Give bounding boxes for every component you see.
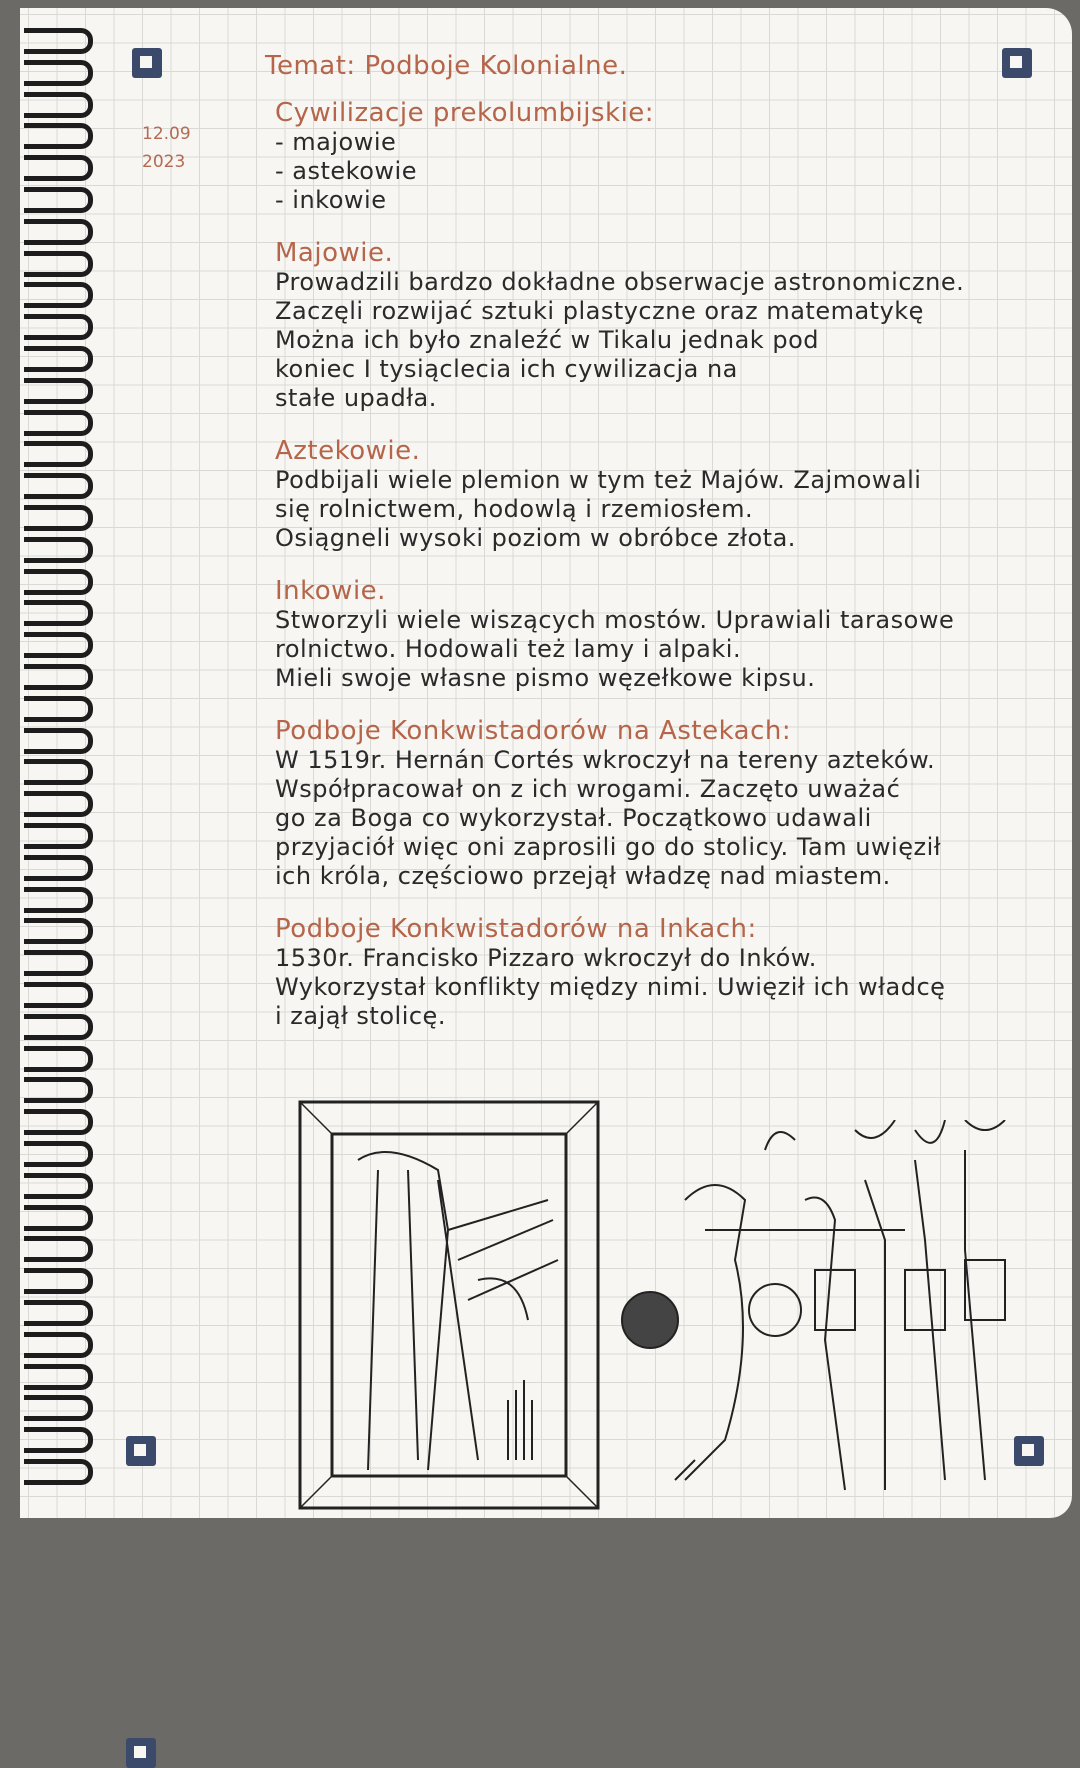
note-line: Zaczęli rozwijać sztuki plastyczne oraz matematykę	[275, 297, 924, 325]
corner-marker-icon	[126, 1738, 156, 1768]
note-line: W 1519r. Hernán Cortés wkroczył na tereny azteków.	[275, 746, 936, 774]
spiral-ring	[24, 1077, 93, 1103]
note-line: koniec I tysiąclecia ich cywilizacja na	[275, 355, 738, 383]
note-line: przyjaciół więc oni zaprosili go do stolicy. Tam uwięził	[275, 833, 942, 861]
note-section	[265, 577, 1045, 693]
section-heading: Podboje Konkwistadorów na Inkach:	[275, 914, 757, 944]
section-heading: Majowie.	[275, 238, 394, 268]
corner-marker-icon	[132, 48, 162, 78]
date	[142, 120, 191, 176]
spiral-ring	[24, 441, 93, 467]
spiral-ring	[24, 1205, 93, 1231]
note-section	[265, 915, 1045, 1031]
note-line: Osiągneli wysoki poziom w obróbce złota.	[275, 524, 796, 552]
spiral-ring	[24, 918, 93, 944]
spiral-ring	[24, 1459, 93, 1485]
spiral-ring	[24, 791, 93, 817]
spiral-ring	[24, 378, 93, 404]
spiral-ring	[24, 1046, 93, 1072]
spiral-ring	[24, 982, 93, 1008]
spiral-ring	[24, 1236, 93, 1262]
section-heading: Podboje Konkwistadorów na Astekach:	[275, 716, 792, 746]
note-line: ich króla, częściowo przejął władzę nad miastem.	[275, 862, 891, 890]
section-heading: Inkowie.	[275, 576, 386, 606]
note-section	[265, 717, 1045, 891]
spiral-ring	[24, 410, 93, 436]
spiral-ring	[24, 1395, 93, 1421]
spiral-ring	[24, 346, 93, 372]
note-line: Prowadzili bardzo dokładne obserwacje astronomiczne.	[275, 268, 965, 296]
note-line: Współpracował on z ich wrogami. Zaczęto uważać	[275, 775, 901, 803]
spiral-ring	[24, 1427, 93, 1453]
note-section	[265, 437, 1045, 553]
notes	[265, 52, 1045, 1031]
list-item: - majowie	[275, 128, 397, 156]
spiral-ring	[24, 219, 93, 245]
note-line: go za Boga co wykorzystał. Początkowo udawali	[275, 804, 872, 832]
spiral-ring	[24, 1300, 93, 1326]
date-day: 12.09	[142, 124, 191, 144]
conquistadors-illustration	[298, 1100, 600, 1510]
note-line: rolnictwo. Hodowali też lamy i alpaki.	[275, 635, 742, 663]
note-line: Podbijali wiele plemion w tym też Majów. Zajmowali	[275, 466, 922, 494]
note-line: Wykorzystał konflikty między nimi. Uwięził ich władcę	[275, 973, 946, 1001]
spiral-ring	[24, 632, 93, 658]
section-heading: Aztekowie.	[275, 436, 421, 466]
note-line: Stworzyli wiele wiszących mostów. Uprawiali tarasowe	[275, 606, 955, 634]
spiral-ring	[24, 759, 93, 785]
corner-marker-icon	[126, 1436, 156, 1466]
spiral-ring	[24, 123, 93, 149]
aztec-warriors-illustration	[615, 1120, 1025, 1500]
note-line: Mieli swoje własne pismo węzełkowe kipsu.	[275, 664, 816, 692]
spiral-ring	[24, 1173, 93, 1199]
spiral-ring	[24, 1109, 93, 1135]
spiral-ring	[24, 155, 93, 181]
note-line: i zajął stolicę.	[275, 1002, 446, 1030]
spiral-ring	[24, 187, 93, 213]
spiral-ring	[24, 251, 93, 277]
date-year: 2023	[142, 152, 186, 172]
spiral-ring	[24, 473, 93, 499]
spiral-ring	[24, 1141, 93, 1167]
spiral-ring	[24, 887, 93, 913]
spiral-ring	[24, 505, 93, 531]
note-line: stałe upadła.	[275, 384, 437, 412]
spiral-ring	[24, 823, 93, 849]
note-line: Można ich było znaleźć w Tikalu jednak pod	[275, 326, 819, 354]
spiral-ring	[24, 28, 93, 54]
list-item: - astekowie	[275, 157, 417, 185]
spiral-ring	[24, 696, 93, 722]
list-item: - inkowie	[275, 186, 387, 214]
spiral-ring	[24, 600, 93, 626]
note-line: 1530r. Francisko Pizzaro wkroczył do Inków.	[275, 944, 817, 972]
note-line: się rolnictwem, hodowlą i rzemiosłem.	[275, 495, 754, 523]
spiral-ring	[24, 1332, 93, 1358]
spiral-ring	[24, 950, 93, 976]
spiral-binding	[20, 28, 100, 1518]
spiral-ring	[24, 1268, 93, 1294]
topic-title: Temat: Podboje Kolonialne.	[265, 51, 628, 81]
spiral-ring	[24, 60, 93, 86]
spiral-ring	[24, 282, 93, 308]
spiral-ring	[24, 537, 93, 563]
spiral-ring	[24, 1014, 93, 1040]
spiral-ring	[24, 314, 93, 340]
section-heading: Cywilizacje prekolumbijskie:	[275, 98, 655, 128]
intro-section	[265, 99, 1045, 215]
spiral-ring	[24, 855, 93, 881]
spiral-ring	[24, 728, 93, 754]
spiral-ring	[24, 664, 93, 690]
spiral-ring	[24, 92, 93, 118]
note-section	[265, 239, 1045, 413]
spiral-ring	[24, 569, 93, 595]
spiral-ring	[24, 1364, 93, 1390]
